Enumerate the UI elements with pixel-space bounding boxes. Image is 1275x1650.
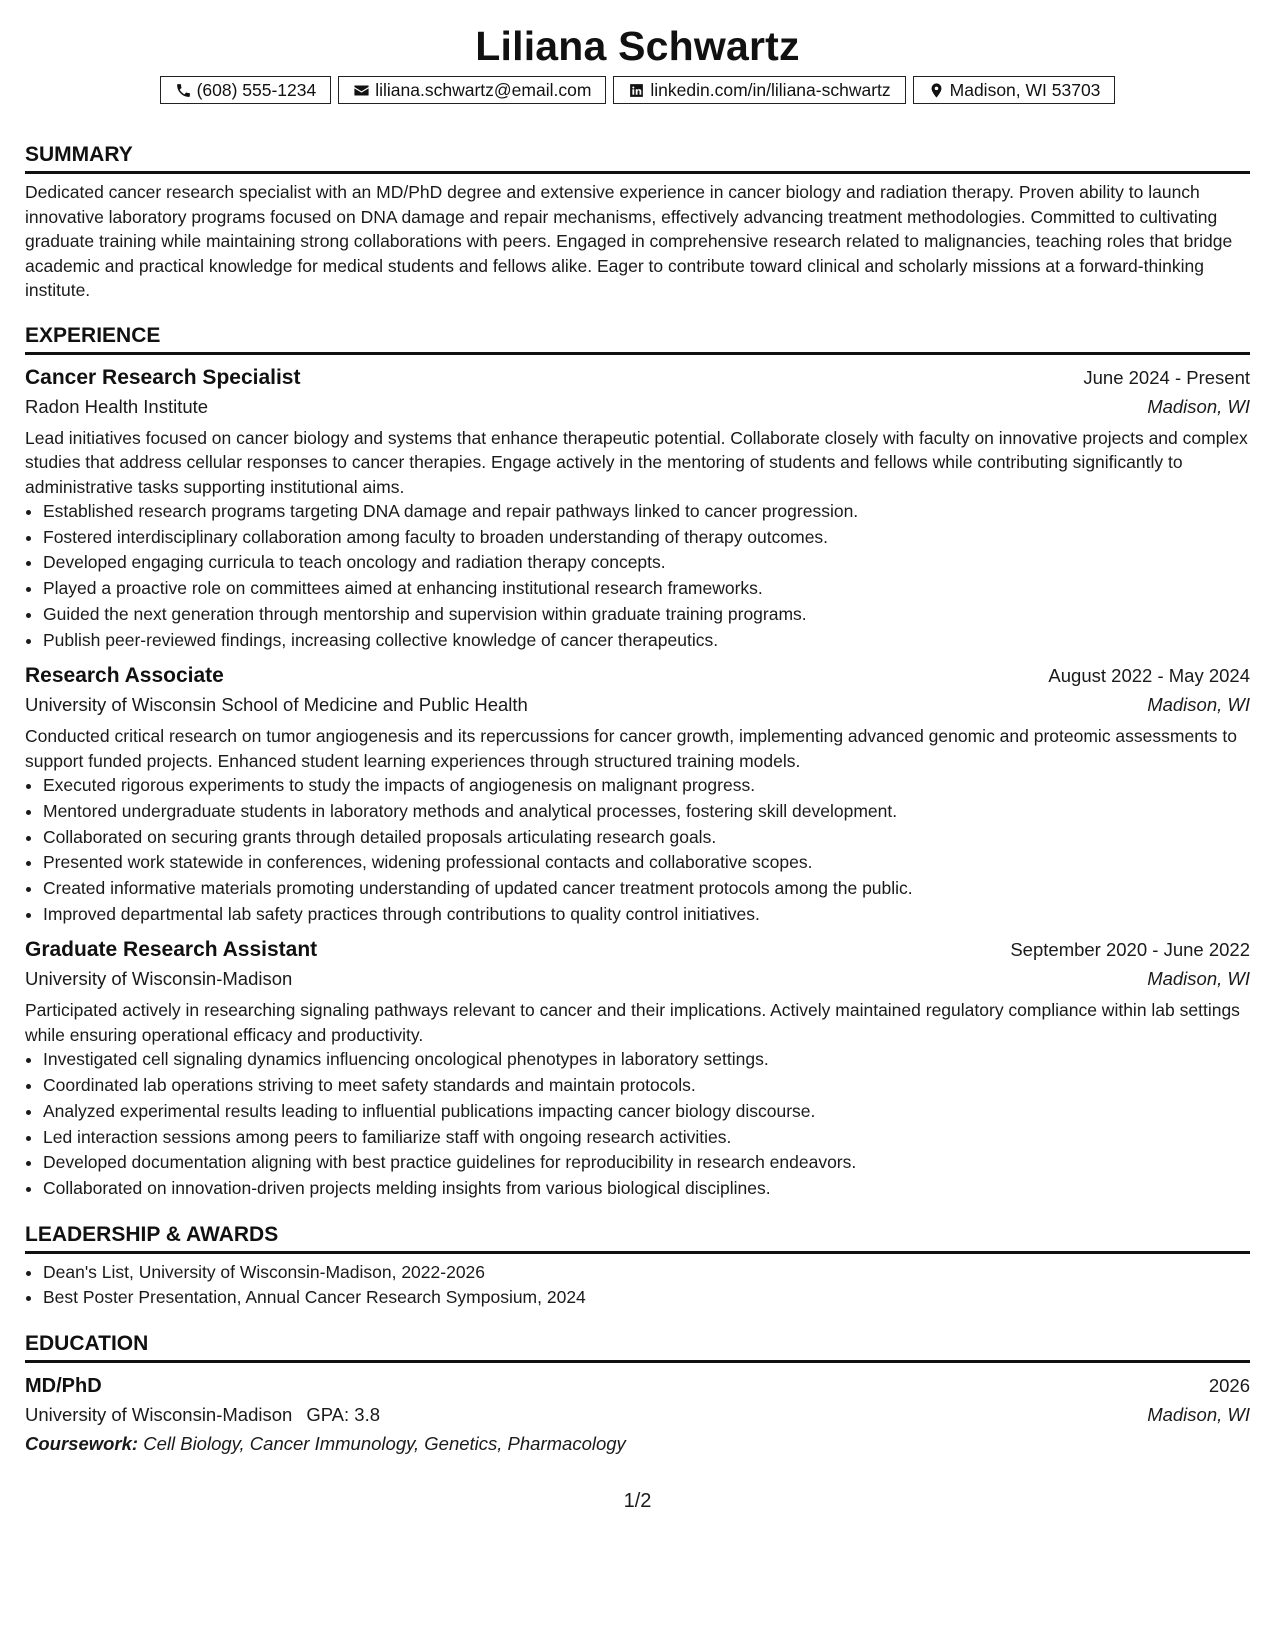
list-item: • Developed engaging curricula to teach oncology and radiation therapy concepts. — [43, 550, 1250, 576]
school-line — [25, 1400, 380, 1430]
job-dates: June 2024 - Present — [1083, 366, 1250, 388]
list-item: • Best Poster Presentation, Annual Cancer Research Symposium, 2024 — [43, 1285, 1250, 1311]
list-item: • Played a proactive role on committees aimed at enhancing institutional research frameworks. — [43, 576, 1250, 602]
list-item: • Investigated cell signaling dynamics influencing oncological phenotypes in laboratory settings. — [43, 1047, 1250, 1073]
page-number: 1/2 — [623, 1490, 652, 1512]
list-item: • Improved departmental lab safety practices through contributions to quality control initiatives. — [43, 902, 1250, 928]
list-item: • Established research programs targeting DNA damage and repair pathways linked to cancer progression. — [43, 499, 1250, 525]
email-chip[interactable] — [338, 76, 606, 104]
list-item: • Collaborated on innovation-driven projects melding insights from various biological disciplines. — [43, 1176, 1250, 1202]
list-item: • Mentored undergraduate students in laboratory methods and analytical processes, fostering skill development. — [43, 799, 1250, 825]
linkedin-icon — [628, 82, 645, 99]
job-organization: Radon Health Institute — [25, 395, 209, 417]
job-location: Madison, WI — [1147, 694, 1250, 716]
education-entry — [25, 1372, 1250, 1458]
job-title: Research Associate — [25, 664, 224, 688]
summary-text: Dedicated cancer research specialist with an MD/PhD degree and extensive experience in cancer biology and radiation therapy. Proven ability to launch innovative laboratory programs focused on DNA damage and repair mechanisms, effectively advancing treatment methodologies. Committed to cultivating graduate training while maintaining strong collaborations with peers. Engaged in comprehensive research related to malignancies, teaching roles that bridge academic and practical knowledge for medical students and fellows alike. Eager to contribute toward clinical and scholarly missions at a forward-thinking institute. — [25, 182, 1233, 300]
list-item: • Presented work statewide in conferences, widening professional contacts and collaborative scopes. — [43, 850, 1250, 876]
summary-heading: SUMMARY — [25, 142, 1250, 174]
job-dates: August 2022 - May 2024 — [1048, 665, 1250, 687]
resume-page — [25, 22, 1250, 1458]
envelope-icon — [353, 82, 370, 99]
linkedin-text: linkedin.com/in/liliana-schwartz — [650, 79, 891, 100]
job-title: Cancer Research Specialist — [25, 365, 301, 389]
job-entry — [25, 662, 1250, 927]
gpa: GPA: 3.8 — [306, 1404, 381, 1426]
job-title: Graduate Research Assistant — [25, 938, 318, 962]
coursework-list: Cell Biology, Cancer Immunology, Genetics, Pharmacology — [143, 1433, 626, 1455]
job-bullets — [25, 499, 1250, 653]
phone-chip[interactable] — [160, 76, 332, 104]
degree: MD/PhD — [25, 1375, 102, 1398]
job-location: Madison, WI — [1147, 395, 1250, 417]
phone-icon — [175, 82, 192, 99]
awards-heading: LEADERSHIP & AWARDS — [25, 1222, 1250, 1254]
list-item: • Publish peer-reviewed findings, increasing collective knowledge of cancer therapeutics. — [43, 628, 1250, 654]
job-description: Lead initiatives focused on cancer biology and systems that enhance therapeutic potential. Collaborate closely with faculty on innovative projects and complex studies that address cellular responses to cancer therapies. Engage actively in the mentoring of students and fellows while contributing significantly to administrative tasks supporting institutional aims. — [25, 427, 1248, 497]
map-pin-icon — [928, 82, 945, 99]
list-item: • Led interaction sessions among peers to familiarize staff with ongoing research activities. — [43, 1125, 1250, 1151]
list-item: • Developed documentation aligning with best practice guidelines for reproducibility in research endeavors. — [43, 1150, 1250, 1176]
contact-bar — [25, 76, 1250, 104]
list-item: • Executed rigorous experiments to study the impacts of angiogenesis on malignant progress. — [43, 773, 1250, 799]
linkedin-chip[interactable] — [613, 76, 905, 104]
job-entry — [25, 364, 1250, 654]
list-item: • Guided the next generation through mentorship and supervision within graduate training programs. — [43, 602, 1250, 628]
job-bullets — [25, 1047, 1250, 1201]
email-text: liliana.schwartz@email.com — [375, 79, 592, 100]
list-item: • Coordinated lab operations striving to meet safety standards and maintain protocols. — [43, 1073, 1250, 1099]
candidate-name: Liliana Schwartz — [475, 23, 800, 69]
awards-list — [25, 1260, 1250, 1311]
list-item: • Created informative materials promoting understanding of updated cancer treatment protocols among the public. — [43, 876, 1250, 902]
school-name: University of Wisconsin-Madison — [25, 1404, 293, 1426]
job-description: Participated actively in researching signaling pathways relevant to cancer and their implications. Actively maintained regulatory compliance within lab settings while ensuring operational efficacy and productivity. — [25, 1000, 1240, 1045]
experience-heading: EXPERIENCE — [25, 323, 1250, 355]
job-location: Madison, WI — [1147, 968, 1250, 990]
location-chip[interactable] — [913, 76, 1116, 104]
job-dates: September 2020 - June 2022 — [1010, 939, 1250, 961]
list-item: • Analyzed experimental results leading to influential publications impacting cancer biology discourse. — [43, 1099, 1250, 1125]
job-description: Conducted critical research on tumor angiogenesis and its repercussions for cancer growth, implementing advanced genomic and proteomic assessments to support funded projects. Enhanced student learning experiences through structured training models. — [25, 726, 1238, 771]
list-item: • Fostered interdisciplinary collaboration among faculty to broaden understanding of therapy outcomes. — [43, 525, 1250, 551]
phone-text: (608) 555-1234 — [196, 79, 317, 100]
list-item: • Collaborated on securing grants through detailed proposals articulating research goals. — [43, 825, 1250, 851]
job-organization: University of Wisconsin School of Medicine and Public Health — [25, 694, 528, 716]
school-location: Madison, WI — [1147, 1404, 1250, 1426]
list-item: • Dean's List, University of Wisconsin-Madison, 2022-2026 — [43, 1260, 1250, 1286]
job-entry — [25, 936, 1250, 1201]
education-heading: EDUCATION — [25, 1331, 1250, 1363]
coursework-line — [25, 1430, 1250, 1458]
graduation-year: 2026 — [1208, 1375, 1250, 1397]
job-bullets — [25, 773, 1250, 927]
job-organization: University of Wisconsin-Madison — [25, 968, 293, 990]
coursework-label: Coursework: — [25, 1433, 139, 1455]
location-text: Madison, WI 53703 — [949, 79, 1101, 100]
